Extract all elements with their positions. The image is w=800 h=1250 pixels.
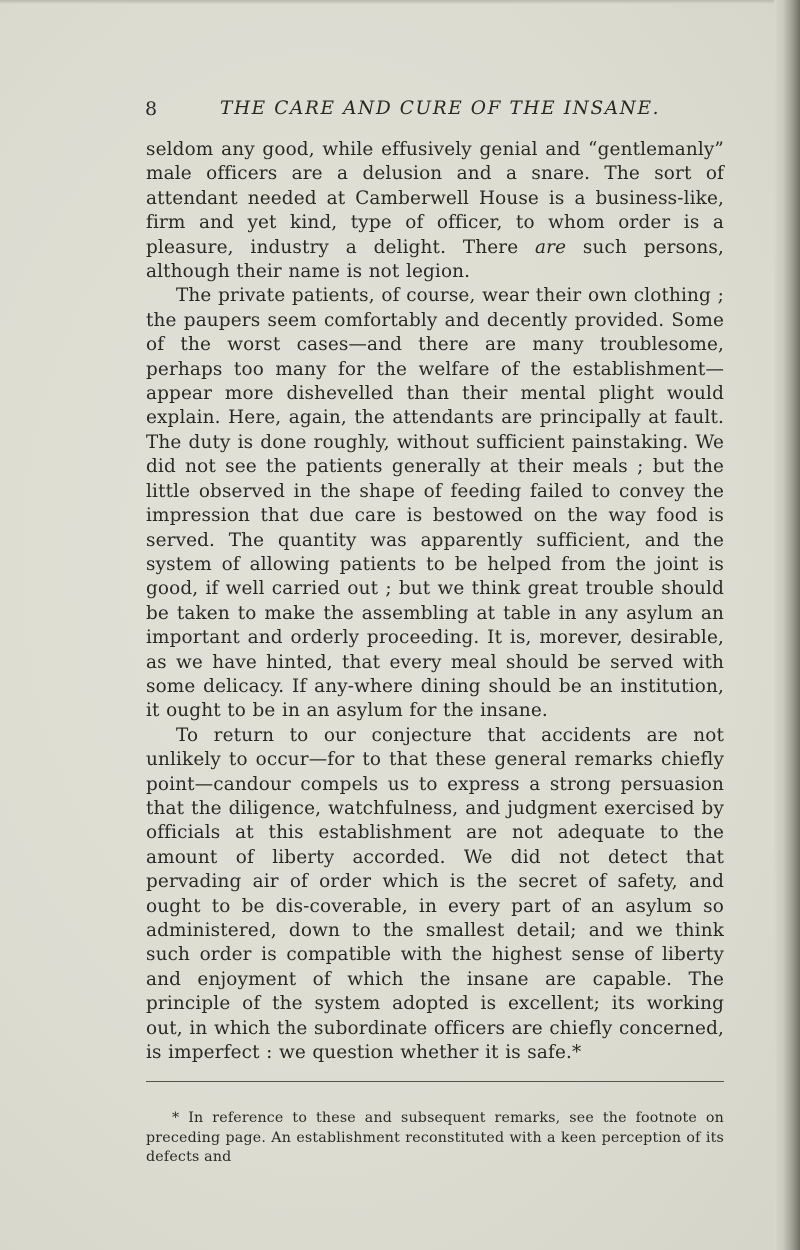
paragraph-1: [146, 138, 724, 284]
paragraph-2: The private patients, of course, wear their own clothing ; the paupers seem comfortably and decently provided. Some of the worst cases—and there are many troublesome, perhaps too many for the welfare of the establishment—appear more dishevelled than their mental plight would explain. Here, again, the attendants are principally at fault. The duty is done roughly, without sufficient painstaking. We did not see the patients generally at their meals ; but the little observed in the shape of feeding failed to convey the impression that due care is bestowed on the way food is served. The quantity was apparently sufficient, and the system of allowing patients to be helped from the joint is good, if well carried out ; but we think great trouble should be taken to make the assembling at table in any asylum an important and orderly proceeding. It is, morever, desirable, as we have hinted, that every meal should be served with some delicacy. If any-where dining should be an institution, it ought to be in an asylum for the insane.: [146, 285, 724, 722]
paragraph-3: To return to our conjecture that accidents are not unlikely to occur—for to that these general remarks chiefly point—candour compels us to express a strong persuasion that the diligence, watchfulness, and judgment exercised by officials at this establishment are not adequate to the amount of liberty accorded. We did not detect that pervading air of order which is the secret of safety, and ought to be dis-coverable, in every part of an asylum so administered, down to the smallest detail; and we think such order is compatible with the highest sense of liberty and enjoyment of which the insane are capable. The principle of the system adopted is excellent; its working out, in which the subordinate officers are chiefly concerned, is imperfect : we question whether it is safe.*: [146, 724, 724, 1064]
footnote: * In reference to these and subsequent remarks, see the footnote on preceding page. An establishment reconstituted with a keen perception of its defects and: [146, 1110, 724, 1166]
paragraph-1-emphasis: are: [535, 236, 567, 258]
body-text: [146, 138, 724, 1065]
page-number: 8: [145, 98, 158, 120]
running-title: THE CARE AND CURE OF THE INSANE.: [220, 98, 661, 119]
book-spine-edge: [774, 0, 800, 1250]
page-top-edge: [0, 0, 800, 4]
running-head: [145, 96, 725, 126]
paragraph-1-start: seldom any good, while effusively genial and “gentlemanly” male officers are a delusion and a snare. The sort of attendant needed at Camberwell House is a business-like, firm and yet kind, type of officer, to whom order is a pleasure, industry a delight. There: [146, 139, 724, 258]
paragraph-1-end: such persons, although their name is not legion.: [146, 236, 724, 283]
footnote-rule: [146, 1081, 724, 1082]
